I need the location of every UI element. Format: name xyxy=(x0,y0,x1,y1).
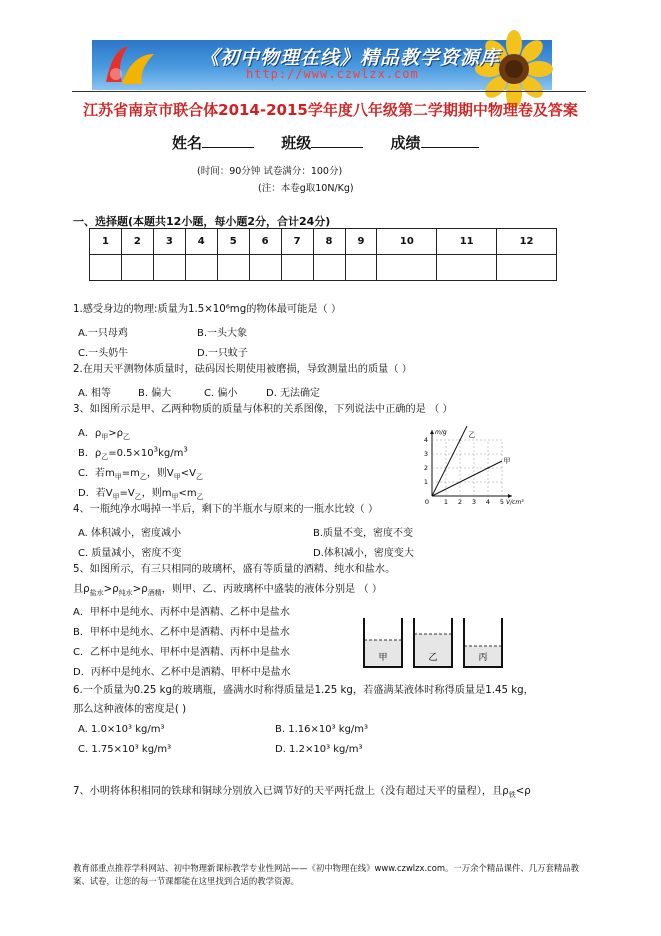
q3-option-a xyxy=(78,424,130,442)
q7-sub-1: 铁 xyxy=(508,791,516,800)
q5-option-c: C．乙杯中是纯水、甲杯中是酒精、丙杯中是盐水 xyxy=(73,647,290,658)
q3d-sub-1: 甲 xyxy=(112,493,120,501)
score-blank xyxy=(421,133,479,148)
q3a-sub-1: 甲 xyxy=(101,433,109,441)
y-tick-label-1: 1 xyxy=(423,478,428,486)
answer-number-5: 5 xyxy=(217,229,249,255)
x-axis-arrow xyxy=(508,494,512,498)
question-5-line2 xyxy=(73,583,382,600)
x-tick-label-3: 3 xyxy=(471,498,477,506)
answer-cell-6[interactable] xyxy=(249,255,281,281)
answer-number-4: 4 xyxy=(185,229,217,255)
page-footer: 教育部重点推荐学科网站、初中物理新课标教学专业性网站——《初中物理在线》www.czwlzx.com。一万余个精品课件、几万套精品教案、试卷，让您的每一节课都能在这里找到合适的教学资源。 xyxy=(73,863,580,886)
question-1-stem: 1.感受身边的物理:质量为1.5×10⁶mg的物体最可能是（ ） xyxy=(73,304,342,315)
answer-number-3: 3 xyxy=(153,229,185,255)
banner-brand: 《初中物理在线》精品教学资源库 xyxy=(200,47,501,69)
series-line-1 xyxy=(432,461,502,496)
question-4-stem: 4、一瓶纯净水喝掉一半后，剩下的半瓶水与原来的一瓶水比较（ ） xyxy=(73,504,379,515)
answer-number-10: 10 xyxy=(377,229,437,255)
q6-option-b: B. 1.16×10³ kg/m³ xyxy=(275,724,369,735)
answer-table xyxy=(89,228,557,281)
answer-cell-8[interactable] xyxy=(313,255,345,281)
class-label: 班级 xyxy=(281,134,312,152)
y-tick-label-4: 4 xyxy=(423,436,428,444)
mass-volume-graph xyxy=(418,420,528,506)
name-label: 姓名 xyxy=(172,134,203,152)
q1-option-b: B.一头大象 xyxy=(197,328,248,339)
q2-option-c: C. 偏小 xyxy=(204,388,238,399)
q3b-sup-2: 3 xyxy=(183,445,188,454)
q5-text-3: >ρ xyxy=(132,584,148,595)
answer-cell-9[interactable] xyxy=(345,255,377,281)
question-7-stem xyxy=(73,785,531,802)
x-tick-label-2: 2 xyxy=(457,498,463,506)
series-0-point-1 xyxy=(459,439,461,441)
q5-sub-2: 纯水 xyxy=(118,589,133,598)
q3d-sub-2: 乙 xyxy=(134,493,142,501)
q7-text-1: 7、小明将体积相同的铁球和铜球分别放入已调节好的天平两托盘上（没有超过天平的量程），且ρ xyxy=(73,786,509,797)
q2-option-a: A. 相等 xyxy=(78,388,112,399)
header-rule xyxy=(72,91,586,92)
q3-option-c xyxy=(78,464,203,482)
q3a-text-2: >ρ xyxy=(108,428,123,439)
q3-option-d xyxy=(78,484,204,502)
q3c-sub-4: 乙 xyxy=(195,473,203,481)
q3b-text-3: kg/m xyxy=(158,448,184,459)
q3d-sub-3: 甲 xyxy=(171,493,179,501)
question-5-stem: 5、如图所示，有三只相同的玻璃杯，盛有等质量的酒精、纯水和盐水。 xyxy=(73,564,396,575)
q3c-sub-2: 乙 xyxy=(139,473,147,481)
answer-number-2: 2 xyxy=(121,229,153,255)
answer-table-answer-row xyxy=(90,255,557,281)
q3b-text-2: =0.5×10 xyxy=(108,448,154,459)
name-blank xyxy=(202,133,254,148)
answer-cell-12[interactable] xyxy=(497,255,557,281)
series-1-point-1 xyxy=(487,467,489,469)
page-title: 江苏省南京市联合体2014-2015学年度八年级第二学期期中物理卷及答案 xyxy=(83,101,578,119)
class-blank xyxy=(311,133,363,148)
student-info-fields xyxy=(172,132,479,153)
q3d-text-3: ，则m xyxy=(141,488,172,499)
site-logo-icon xyxy=(98,44,162,88)
cup-bing xyxy=(464,618,502,667)
q5-option-d: D．丙杯中是纯水、乙杯中是酒精、甲杯中是盐水 xyxy=(73,667,291,678)
q3d-text-2: =V xyxy=(119,488,135,499)
y-tick-label-3: 3 xyxy=(423,450,428,458)
question-3-stem: 3、如图所示是甲、乙两种物质的质量与体积的关系图像，下列说法中正确的是 （ ） xyxy=(73,404,453,415)
x-tick-label-4: 4 xyxy=(485,498,491,506)
cup-jia xyxy=(364,618,402,667)
exam-note: (注：本卷g取10N/Kg) xyxy=(258,183,354,194)
answer-cell-4[interactable] xyxy=(185,255,217,281)
q3c-text-4: <V xyxy=(180,468,196,479)
three-cups-diagram xyxy=(358,610,508,670)
cup-yi xyxy=(414,618,452,667)
answer-cell-11[interactable] xyxy=(437,255,497,281)
x-axis-label: V/cm³ xyxy=(506,499,524,506)
q4-option-d: D.体积减小，密度变大 xyxy=(313,548,414,559)
answer-number-12: 12 xyxy=(497,229,557,255)
q6-option-a: A. 1.0×10³ kg/m³ xyxy=(78,724,165,735)
cup-label-bing: 丙 xyxy=(478,653,488,663)
exam-time-info: (时间：90分钟 试卷满分：100分) xyxy=(197,166,343,177)
origin-label: 0 xyxy=(424,498,429,506)
y-axis-label: m/g xyxy=(435,429,447,436)
q1-option-d: D.一只蚊子 xyxy=(197,348,248,359)
answer-number-11: 11 xyxy=(437,229,497,255)
banner-url[interactable]: http://www.czwlzx.com xyxy=(246,67,419,81)
q3b-sub-1: 乙 xyxy=(101,453,109,461)
q3b-text-1: B．ρ xyxy=(78,448,102,459)
series-line-0 xyxy=(432,426,467,496)
answer-cell-1[interactable] xyxy=(90,255,122,281)
q3-option-b xyxy=(78,444,188,462)
series-label-yi: 乙 xyxy=(468,431,476,440)
y-tick-label-2: 2 xyxy=(423,464,428,472)
q2-option-d: D. 无法确定 xyxy=(266,388,321,399)
x-tick-label-1: 1 xyxy=(443,498,449,506)
answer-number-9: 9 xyxy=(345,229,377,255)
answer-cell-7[interactable] xyxy=(281,255,313,281)
answer-cell-3[interactable] xyxy=(153,255,185,281)
q3c-text-1: C．若m xyxy=(78,468,115,479)
q5-option-a: A．甲杯中是纯水、丙杯中是酒精、乙杯中是盐水 xyxy=(73,607,290,618)
answer-number-1: 1 xyxy=(90,229,122,255)
answer-cell-2[interactable] xyxy=(121,255,153,281)
q4-option-a: A. 体积减小，密度减小 xyxy=(78,528,182,539)
q5-text-4: ，则甲、乙、丙玻璃杯中盛装的液体分别是 （ ） xyxy=(161,584,383,595)
x-tick-label-5: 5 xyxy=(499,498,505,506)
q5-sub-3: 酒精 xyxy=(147,589,162,598)
answer-number-8: 8 xyxy=(313,229,345,255)
q5-option-b: B．甲杯中是纯水、乙杯中是酒精、丙杯中是盐水 xyxy=(73,627,290,638)
q1-option-c: C.一头奶牛 xyxy=(78,348,129,359)
q5-text-2: >ρ xyxy=(103,584,119,595)
q6-option-d: D. 1.2×10³ kg/m³ xyxy=(275,744,363,755)
q3c-text-3: ，则V xyxy=(146,468,174,479)
q5-sub-1: 盐水 xyxy=(89,589,104,598)
q3a-text-1: A．ρ xyxy=(78,428,102,439)
answer-number-7: 7 xyxy=(281,229,313,255)
y-axis-arrow xyxy=(430,430,434,434)
cup-label-jia: 甲 xyxy=(378,653,388,663)
q3c-sub-3: 甲 xyxy=(173,473,181,481)
score-label: 成绩 xyxy=(390,134,421,152)
q3a-sub-2: 乙 xyxy=(122,433,130,441)
q2-option-b: B. 偏大 xyxy=(138,388,172,399)
q3d-sub-4: 乙 xyxy=(196,493,204,501)
q3b-sup-1: 3 xyxy=(153,445,159,454)
q7-text-2: <ρ xyxy=(515,786,531,797)
q3c-text-2: =m xyxy=(121,468,140,479)
answer-number-6: 6 xyxy=(249,229,281,255)
cup-label-yi: 乙 xyxy=(428,653,438,663)
q4-option-c: C. 质量减小，密度不变 xyxy=(78,548,182,559)
q1-option-a: A.一只母鸡 xyxy=(78,328,128,339)
series-label-jia: 甲 xyxy=(503,457,511,466)
question-6-stem: 6.一个质量为0.25 kg的玻璃瓶，盛满水时称得质量是1.25 kg，若盛满某液体时称得质量是1.45 kg， xyxy=(73,685,534,696)
answer-cell-5[interactable] xyxy=(217,255,249,281)
header-banner xyxy=(92,40,552,90)
section-heading: 一、选择题(本题共12小题，每小题2分，合计24分) xyxy=(73,215,331,228)
answer-table-header-row xyxy=(90,229,557,255)
q6-option-c: C. 1.75×10³ kg/m³ xyxy=(78,744,172,755)
q3d-text-1: D．若V xyxy=(78,488,113,499)
q4-option-b: B.质量不变，密度不变 xyxy=(313,528,414,539)
question-6-stem-2: 那么这种液体的密度是( ) xyxy=(73,704,187,715)
q3d-text-4: <m xyxy=(178,488,197,499)
answer-cell-10[interactable] xyxy=(377,255,437,281)
q5-text-1: 且ρ xyxy=(73,584,90,595)
question-2-stem: 2.在用天平测物体质量时，砝码因长期使用被磨损，导致测量出的质量（ ） xyxy=(73,364,412,375)
q3c-sub-1: 甲 xyxy=(114,473,122,481)
